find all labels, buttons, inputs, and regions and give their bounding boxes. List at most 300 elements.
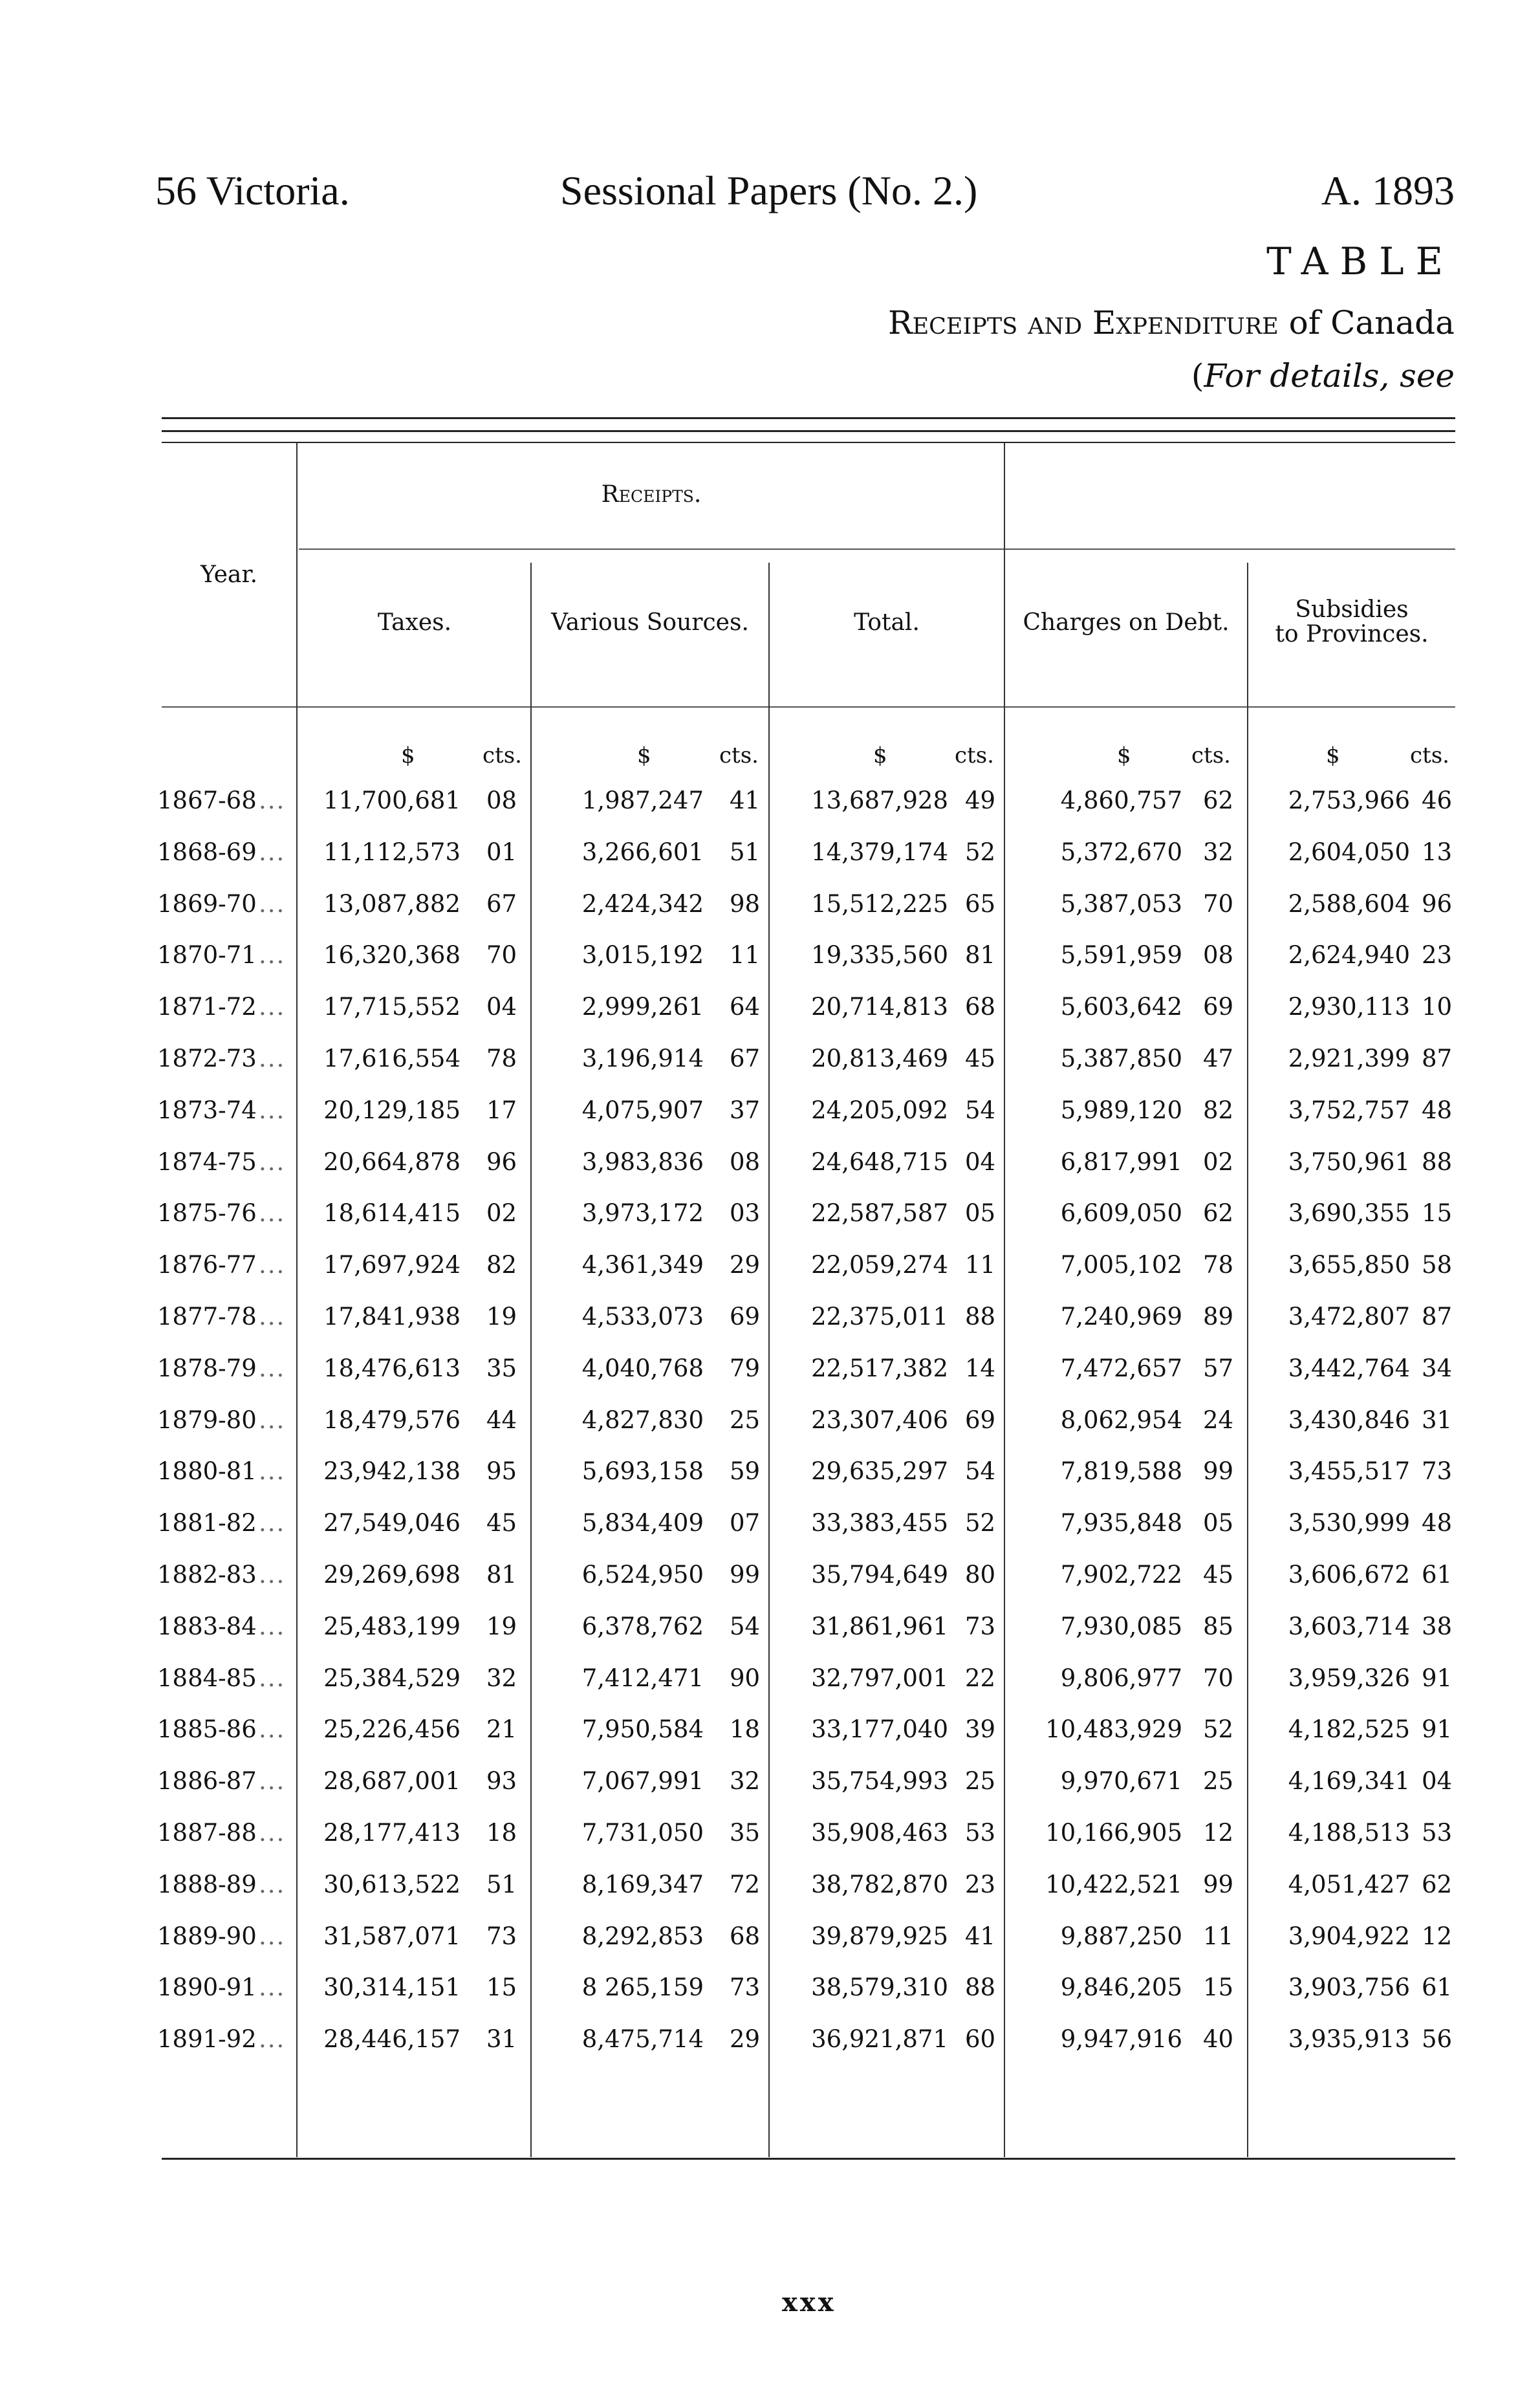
subsidies-dollars: 4,182,525 [1288,1715,1410,1744]
total-cents: 68 [965,993,996,1021]
leader-dots: ... [259,1561,286,1589]
subsidies-dollars: 3,750,961 [1288,1147,1410,1176]
subsidies-cents: 13 [1422,838,1453,866]
subsidies-cents: 61 [1422,1973,1453,2002]
total-cents: 14 [965,1354,996,1382]
total-dollars: 22,059,274 [811,1251,948,1279]
table-row [0,1922,1540,1974]
row-year: 1873-74 [157,1096,257,1124]
header-charges-on-debt: Charges on Debt. [1023,609,1230,636]
subsidies-cents: 31 [1422,1406,1453,1434]
subsidies-dollars: 3,442,764 [1288,1354,1410,1382]
taxes-cents: 45 [486,1509,517,1537]
running-header-center: Sessional Papers (No. 2.) [560,168,978,213]
charges-cents: 57 [1203,1354,1234,1382]
various-dollars: 7,067,991 [581,1767,704,1796]
total-cents: 65 [965,889,996,918]
total-dollars: 35,754,993 [811,1767,948,1796]
subsidies-cents: 87 [1422,1303,1453,1331]
subsidies-cents: 88 [1422,1147,1453,1176]
various-dollars: 7,412,471 [581,1664,704,1692]
total-dollars: 20,813,469 [811,1045,948,1072]
row-year: 1884-85 [157,1664,257,1692]
subsidies-dollars: 2,753,966 [1288,787,1410,814]
subsidies-cents: 12 [1422,1922,1453,1950]
various-cents: 59 [730,1457,761,1486]
various-cents: 98 [730,889,761,918]
subsidies-dollars: 4,169,341 [1288,1767,1410,1796]
various-cents: 18 [730,1715,761,1744]
total-dollars: 14,379,174 [811,838,948,866]
subsidies-cents: 87 [1422,1045,1453,1072]
row-year: 1868-69 [157,838,257,866]
details-note-text: For details, see [1204,357,1455,395]
charges-dollars: 6,609,050 [1060,1199,1182,1228]
subsidies-cents: 10 [1422,993,1453,1021]
taxes-dollars: 18,614,415 [323,1199,461,1228]
total-cents: 54 [965,1096,996,1124]
unit-cents: cts. [483,743,522,768]
subsidies-dollars: 2,930,113 [1288,993,1410,1021]
table-row [0,1561,1540,1613]
taxes-dollars: 23,942,138 [323,1457,461,1486]
various-cents: 41 [730,787,761,814]
charges-cents: 52 [1203,1715,1234,1744]
taxes-cents: 02 [486,1199,517,1228]
charges-cents: 69 [1203,993,1234,1021]
taxes-dollars: 11,700,681 [323,787,461,814]
taxes-cents: 78 [486,1045,517,1072]
subsidies-cents: 48 [1422,1509,1453,1537]
row-year: 1891-92 [157,2025,257,2054]
total-cents: 23 [965,1870,996,1898]
various-cents: 90 [730,1664,761,1692]
total-cents: 53 [965,1819,996,1847]
total-dollars: 39,879,925 [811,1922,948,1950]
various-dollars: 3,973,172 [581,1199,704,1228]
taxes-dollars: 29,269,698 [323,1561,461,1589]
top-rule-1 [162,417,1455,419]
charges-cents: 05 [1203,1509,1234,1537]
total-cents: 60 [965,2025,996,2054]
charges-cents: 99 [1203,1457,1234,1486]
table-row [0,1457,1540,1509]
various-dollars: 3,983,836 [581,1147,704,1176]
total-cents: 39 [965,1715,996,1744]
charges-cents: 99 [1203,1870,1234,1898]
taxes-cents: 44 [486,1406,517,1434]
table-row [0,1199,1540,1251]
table-row [0,890,1540,942]
charges-dollars: 10,483,929 [1045,1715,1182,1744]
table-subtitle [888,304,1455,342]
charges-dollars: 10,422,521 [1045,1870,1182,1898]
charges-dollars: 10,166,905 [1045,1819,1182,1847]
total-dollars: 19,335,560 [811,941,948,970]
various-dollars: 3,196,914 [581,1045,704,1072]
table-subtitle-smallcaps: Receipts and Expenditure [887,304,1279,342]
charges-cents: 70 [1203,1664,1234,1692]
taxes-cents: 67 [486,889,517,918]
taxes-cents: 32 [486,1664,517,1692]
leader-dots: ... [259,2025,286,2054]
table-row [0,1096,1540,1148]
table-row [0,1767,1540,1819]
various-dollars: 4,827,830 [581,1406,704,1434]
total-dollars: 38,579,310 [811,1973,948,2002]
details-note-paren: ( [1191,357,1204,395]
various-dollars: 2,999,261 [581,993,704,1021]
taxes-cents: 08 [486,787,517,814]
charges-dollars: 5,387,850 [1060,1045,1182,1072]
row-year: 1885-86 [157,1715,257,1744]
taxes-dollars: 17,616,554 [323,1045,461,1072]
subsidies-dollars: 4,188,513 [1288,1819,1410,1847]
total-dollars: 22,517,382 [811,1354,948,1382]
total-dollars: 20,714,813 [811,993,948,1021]
leader-dots: ... [259,993,286,1021]
various-dollars: 4,361,349 [581,1251,704,1279]
various-dollars: 6,524,950 [581,1561,704,1589]
subsidies-dollars: 3,606,672 [1288,1561,1410,1589]
charges-dollars: 5,591,959 [1060,941,1182,970]
subsidies-cents: 15 [1422,1199,1453,1228]
various-cents: 08 [730,1147,761,1176]
total-dollars: 31,861,961 [811,1612,948,1640]
total-cents: 52 [965,838,996,866]
header-subsidies-line2: to Provinces. [1275,620,1429,647]
leader-dots: ... [259,889,286,918]
total-cents: 54 [965,1457,996,1486]
taxes-dollars: 28,177,413 [323,1819,461,1847]
leader-dots: ... [259,1199,286,1228]
taxes-cents: 15 [486,1973,517,2002]
taxes-dollars: 27,549,046 [323,1509,461,1537]
total-dollars: 35,908,463 [811,1819,948,1847]
taxes-cents: 73 [486,1922,517,1950]
row-year: 1877-78 [157,1303,257,1331]
table-row [0,1509,1540,1561]
subsidies-dollars: 3,690,355 [1288,1199,1410,1228]
charges-dollars: 7,930,085 [1060,1612,1182,1640]
various-cents: 54 [730,1612,761,1640]
various-dollars: 8,475,714 [581,2025,704,2054]
various-dollars: 4,533,073 [581,1303,704,1331]
leader-dots: ... [259,787,286,814]
charges-cents: 40 [1203,2025,1234,2054]
various-cents: 72 [730,1870,761,1898]
various-cents: 73 [730,1973,761,2002]
various-cents: 79 [730,1354,761,1382]
row-year: 1867-68 [157,787,257,814]
total-dollars: 22,375,011 [811,1303,948,1331]
various-dollars: 1,987,247 [581,787,704,814]
taxes-dollars: 20,664,878 [323,1147,461,1176]
page-number: xxx [782,2287,836,2318]
leader-dots: ... [259,1612,286,1640]
taxes-dollars: 17,697,924 [323,1251,461,1279]
table-row [0,941,1540,993]
charges-dollars: 5,372,670 [1060,838,1182,866]
leader-dots: ... [259,1096,286,1124]
subsidies-dollars: 3,603,714 [1288,1612,1410,1640]
charges-cents: 11 [1203,1922,1234,1950]
subsidies-dollars: 3,455,517 [1288,1457,1410,1486]
taxes-cents: 19 [486,1303,517,1331]
charges-cents: 85 [1203,1612,1234,1640]
charges-dollars: 9,947,916 [1060,2025,1182,2054]
unit-dollar: $ [637,743,651,768]
various-cents: 07 [730,1509,761,1537]
subsidies-dollars: 2,921,399 [1288,1045,1410,1072]
total-cents: 05 [965,1199,996,1228]
charges-dollars: 7,472,657 [1060,1354,1182,1382]
charges-dollars: 6,817,991 [1060,1147,1182,1176]
charges-dollars: 9,970,671 [1060,1767,1182,1796]
subsidies-cents: 53 [1422,1819,1453,1847]
total-dollars: 33,177,040 [811,1715,948,1744]
total-cents: 22 [965,1664,996,1692]
taxes-cents: 04 [486,993,517,1021]
subsidies-cents: 91 [1422,1664,1453,1692]
taxes-cents: 95 [486,1457,517,1486]
taxes-dollars: 25,483,199 [323,1612,461,1640]
subsidies-cents: 48 [1422,1096,1453,1124]
leader-dots: ... [259,1354,286,1382]
total-cents: 88 [965,1973,996,2002]
total-dollars: 33,383,455 [811,1509,948,1537]
charges-dollars: 5,603,642 [1060,993,1182,1021]
subsidies-dollars: 2,604,050 [1288,838,1410,866]
taxes-dollars: 31,587,071 [323,1922,461,1950]
table-row [0,1613,1540,1664]
row-year: 1880-81 [157,1457,257,1486]
leader-dots: ... [259,1251,286,1279]
charges-cents: 45 [1203,1561,1234,1589]
charges-cents: 82 [1203,1096,1234,1124]
various-cents: 99 [730,1561,761,1589]
row-year: 1876-77 [157,1251,257,1279]
leader-dots: ... [259,1406,286,1434]
total-dollars: 23,307,406 [811,1406,948,1434]
row-year: 1889-90 [157,1922,257,1950]
row-year: 1869-70 [157,889,257,918]
leader-dots: ... [259,1870,286,1898]
table-heading: TABLE [1266,239,1455,283]
total-cents: 52 [965,1509,996,1537]
various-cents: 29 [730,2025,761,2054]
subsidies-dollars: 2,588,604 [1288,889,1410,918]
taxes-cents: 93 [486,1767,517,1796]
table-row [0,787,1540,838]
charges-cents: 62 [1203,1199,1234,1228]
row-year: 1872-73 [157,1045,257,1072]
charges-dollars: 9,806,977 [1060,1664,1182,1692]
leader-dots: ... [259,1147,286,1176]
taxes-dollars: 17,715,552 [323,993,461,1021]
row-year: 1874-75 [157,1147,257,1176]
table-row [0,2025,1540,2077]
leader-dots: ... [259,941,286,970]
taxes-cents: 51 [486,1870,517,1898]
charges-dollars: 7,902,722 [1060,1561,1182,1589]
total-cents: 88 [965,1303,996,1331]
total-dollars: 36,921,871 [811,2025,948,2054]
leader-dots: ... [259,1767,286,1796]
charges-cents: 12 [1203,1819,1234,1847]
subsidies-cents: 56 [1422,2025,1453,2054]
subsidies-dollars: 2,624,940 [1288,941,1410,970]
subsidies-dollars: 3,935,913 [1288,2025,1410,2054]
subsidies-cents: 91 [1422,1715,1453,1744]
receipts-underline [299,549,1004,550]
various-cents: 03 [730,1199,761,1228]
charges-dollars: 4,860,757 [1060,787,1182,814]
various-dollars: 3,266,601 [581,838,704,866]
header-subsidies [1248,598,1455,647]
total-dollars: 24,648,715 [811,1147,948,1176]
header-year: Year. [200,561,258,588]
subsidies-dollars: 4,051,427 [1288,1870,1410,1898]
leader-dots: ... [259,1457,286,1486]
total-dollars: 38,782,870 [811,1870,948,1898]
various-dollars: 7,950,584 [581,1715,704,1744]
various-cents: 35 [730,1819,761,1847]
header-various-sources: Various Sources. [551,609,749,636]
taxes-dollars: 17,841,938 [323,1303,461,1331]
taxes-cents: 82 [486,1251,517,1279]
various-dollars: 2,424,342 [581,889,704,918]
unit-dollar: $ [401,743,415,768]
subsidies-cents: 04 [1422,1767,1453,1796]
expenditure-underline [1004,549,1455,550]
table-row [0,1406,1540,1458]
total-cents: 11 [965,1251,996,1279]
various-cents: 69 [730,1303,761,1331]
row-year: 1887-88 [157,1819,257,1847]
charges-dollars: 7,005,102 [1060,1251,1182,1279]
taxes-dollars: 18,476,613 [323,1354,461,1382]
charges-dollars: 5,387,053 [1060,889,1182,918]
subsidies-dollars: 3,903,756 [1288,1973,1410,2002]
charges-cents: 08 [1203,941,1234,970]
taxes-cents: 31 [486,2025,517,2054]
various-cents: 67 [730,1045,761,1072]
leader-dots: ... [259,1303,286,1331]
leader-dots: ... [259,1922,286,1950]
taxes-dollars: 16,320,368 [323,941,461,970]
charges-cents: 32 [1203,838,1234,866]
various-dollars: 8 265,159 [581,1973,704,2002]
charges-cents: 02 [1203,1147,1234,1176]
various-dollars: 8,169,347 [581,1870,704,1898]
row-year: 1882-83 [157,1561,257,1589]
taxes-dollars: 25,226,456 [323,1715,461,1744]
various-cents: 32 [730,1767,761,1796]
row-year: 1878-79 [157,1354,257,1382]
various-cents: 51 [730,838,761,866]
various-dollars: 4,075,907 [581,1096,704,1124]
details-note [1191,357,1455,395]
charges-cents: 62 [1203,787,1234,814]
charges-dollars: 7,819,588 [1060,1457,1182,1486]
row-year: 1886-87 [157,1767,257,1796]
total-cents: 49 [965,787,996,814]
unit-cents: cts. [1410,743,1449,768]
various-dollars: 3,015,192 [581,941,704,970]
taxes-cents: 81 [486,1561,517,1589]
charges-cents: 15 [1203,1973,1234,2002]
running-header-right: A. 1893 [1321,168,1455,213]
leader-dots: ... [259,1509,286,1537]
subsidies-cents: 73 [1422,1457,1453,1486]
subsidies-cents: 96 [1422,889,1453,918]
row-year: 1870-71 [157,941,257,970]
total-dollars: 35,794,649 [811,1561,948,1589]
subsidies-cents: 46 [1422,787,1453,814]
subsidies-cents: 61 [1422,1561,1453,1589]
subsidies-dollars: 3,959,326 [1288,1664,1410,1692]
charges-dollars: 5,989,120 [1060,1096,1182,1124]
charges-cents: 70 [1203,889,1234,918]
total-dollars: 15,512,225 [811,889,948,918]
taxes-cents: 35 [486,1354,517,1382]
charges-dollars: 9,887,250 [1060,1922,1182,1950]
charges-dollars: 7,240,969 [1060,1303,1182,1331]
subsidies-dollars: 3,655,850 [1288,1251,1410,1279]
various-dollars: 6,378,762 [581,1612,704,1640]
leader-dots: ... [259,838,286,866]
row-year: 1890-91 [157,1973,257,2002]
subsidies-dollars: 3,904,922 [1288,1922,1410,1950]
table-row [0,838,1540,890]
running-header-left: 56 Victoria. [155,168,350,213]
subsidies-dollars: 3,752,757 [1288,1096,1410,1124]
total-cents: 80 [965,1561,996,1589]
total-dollars: 24,205,092 [811,1096,948,1124]
unit-dollar: $ [873,743,887,768]
taxes-dollars: 25,384,529 [323,1664,461,1692]
row-year: 1871-72 [157,993,257,1021]
leader-dots: ... [259,1715,286,1744]
various-cents: 68 [730,1922,761,1950]
various-dollars: 5,834,409 [581,1509,704,1537]
header-subsidies-line1: Subsidies [1295,596,1409,623]
taxes-cents: 19 [486,1612,517,1640]
various-dollars: 8,292,853 [581,1922,704,1950]
various-cents: 64 [730,993,761,1021]
table-row [0,1973,1540,2025]
header-total: Total. [854,609,920,636]
header-bottom-rule [162,706,1455,708]
total-cents: 69 [965,1406,996,1434]
taxes-dollars: 20,129,185 [323,1096,461,1124]
taxes-dollars: 11,112,573 [323,838,461,866]
taxes-cents: 96 [486,1147,517,1176]
charges-dollars: 7,935,848 [1060,1509,1182,1537]
total-cents: 25 [965,1767,996,1796]
top-rule-2 [162,430,1455,432]
taxes-dollars: 30,613,522 [323,1870,461,1898]
taxes-cents: 21 [486,1715,517,1744]
unit-dollar: $ [1117,743,1131,768]
table-subtitle-rest: of Canada [1278,304,1455,342]
charges-cents: 24 [1203,1406,1234,1434]
row-year: 1881-82 [157,1509,257,1537]
header-receipts-group: Receipts. [601,481,702,508]
various-dollars: 4,040,768 [581,1354,704,1382]
top-rule-3 [162,442,1455,443]
